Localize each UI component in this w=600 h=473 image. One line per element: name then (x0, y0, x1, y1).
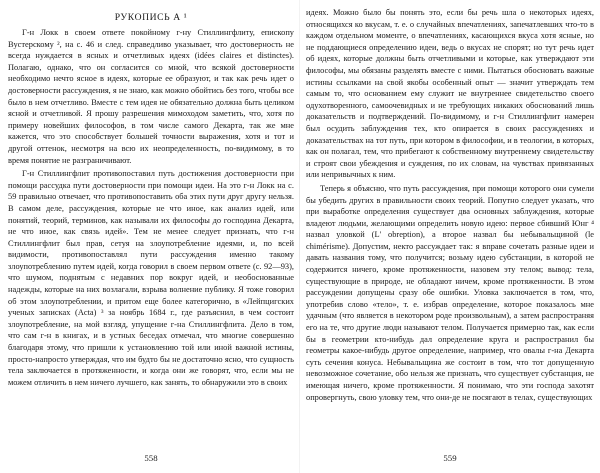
right-paragraph-1: идеях. Можно было бы понять это, если бы речь шла о некоторых идеях, относящихся ко вкусам, т. е. о случайных впечатлениях, запечатлевших что-то в каждом отдельном моменте, о впечатлениях, касающихся вкуса хотя ясные, но не поддающиеся определению идеи, ведь о вкусах не спорят; но тут речь идет об идеях, которые должны быть отчетливыми и которые, как утверждают эти философы, мы обязаны разделять вместе с ними. Пытаться обосновать важные истины ссылками на свой якобы особенный опыт — значит утверждать тем самым то, что основанием ему служит не внутреннее свидетельство своего одухотворенного, самоочевидных и не требующих никаких обоснований лишь доказательств и подтверждений. По-видимому, и г-н Стиллингфлит намерен был осудить заблуждения тех, кто опирается в своих рассуждениях и доказательствах на тот путь, при котором в философии, и в теологии, в которых, как он полагал, тем, что прибегают к собственному внутреннему свидетельству и строят свои убеждения и суждения, по их словам, на чувствах привязанных или непривычных к ним. (306, 8, 594, 180)
left-paragraph-1: Г-н Локк в своем ответе покойному г-ну Стиллингфлиту, епископу Вустерскому ², на с. 46 и след. справедливо указывает, что достоверность не всегда нуждается в ясных и отчетливых идеях (idées claires et distinctes). Полагаю, однако, что он согласится со мной, что всякой достоверности необходимо нечто ясное в идеях, которые ее образуют, и так как речь идет о достоверности рассуждения, я не знаю, как можно обойтись без того, чтобы все было в нем отчетливо. Вместе с тем идея не обязательно должна быть целиком ясной и отчетливой. Я прошу разрешения мимоходом заметить, что, хотя по примеру новейших философов, в том числе самого Декарта, так же мне кажется, что это способствует большей точности выражения, хотя и тот и другой оттенок, несмотря на всю их неопределенность, по-видимому, в то время понятие не разграничивают. (8, 28, 294, 165)
gutter-divider (299, 0, 300, 473)
right-page-text (306, 7, 594, 403)
right-page (306, 0, 594, 473)
page-number-left: 558 (144, 453, 158, 463)
page-number-right: 559 (443, 453, 457, 463)
left-paragraph-2: Г-н Стиллингфлит противопоставил путь достижения достоверности при помощи рассудка пути достоверности при помощи идеи. На это г-н Локк на с. 59 правильно отвечает, что противопоставить оба этих пути друг другу нельзя. В самом деле, рассуждения, которые не что иное, как анализ идей, или понятий, теорий, терминов, как называли их философы до господина Декарта, не что иное, как связь идей». Тем не менее следует признать, что г-н Стиллингфлит был прав, сетуя на злоупотребление идеями, и, по всей видимости, противопоставлял пути рассуждения именно такому злоупотреблению путем идей, когда говорил в своем первом ответе (с. 92—93), что шумом, поднятым с недавних пор вокруг идей, и необоснованные надежды, которые на них возлагали, взрыва волнение публику. Я тоже говорил об этом злоупотреблении, и притом еще более категорично, в «Лейпцигских ученых записках (Acta) ³ за ноябрь 1684 г., где разъяснил, в чем состоит злоупотребление, на мой взгляд, упущение г-на Стиллингфлита. Дело в том, что сам г-н в книгах, и в устных беседах отмечал, что многие совершенно благодаря этому, что пришли к установлению той или иной важной истины, просто-напросто утверждая, что им будто бы не достаточно ясно, что сущность тела заключается в протяженности, и когда они же говорят, что, если мы не можем отличить в нем ничего лучшего, как занять, то обнаружили это в своих (8, 169, 294, 387)
right-paragraph-2: Теперь я объясню, что путь рассуждения, при помощи которого они сумели бы убедить других в правильности своих теорий. Попутно следует указать, что при выработке определения существует два основных заблуждения, которые владеют людьми, желающими определить новую идею: первое сбивший Юнг ⁴ назвал уловкой (L' obreption), а второе назвал бы небывальщиной (le chimérisme). Допустим, некто рассуждает так: я вправе сочетать разные идеи и давать названия тому, что получится; возьму идею субстанции, в которой не содержится ничего, кроме протяженности, назовем эту телом; вывод: тела, существующие в природе, не обладают ничем, кроме протяженности. В этом рассуждении допущены сразу обе ошибки. Уловка заключается в том, что, употребив слово «тело», т. е. избрав определение, которое показалось мне удачным (что является в некотором роде произвольным), а затем распространяя его на те, что другие люди называют телом. Получается примерно так, как если бы в геометрии кто-нибудь дал определение круга и распространил бы геометры какое-нибудь другое определение, например, что овалы г-на Декарта суть сечения конуса. Небывальщина же состоит в том, что тот допущенную невозможное сочетание, обо нельзя же признать, что существует субстанция, не имеющая ничего, кроме протяженности. Я понимаю, что эти господа захотят опровергнуть, свою уловку тем, что они-де не посягают в телах, существующих (306, 183, 594, 402)
left-page-text (8, 27, 294, 388)
left-page (8, 0, 294, 473)
manuscript-heading: РУКОПИСЬ А ¹ (114, 12, 188, 23)
